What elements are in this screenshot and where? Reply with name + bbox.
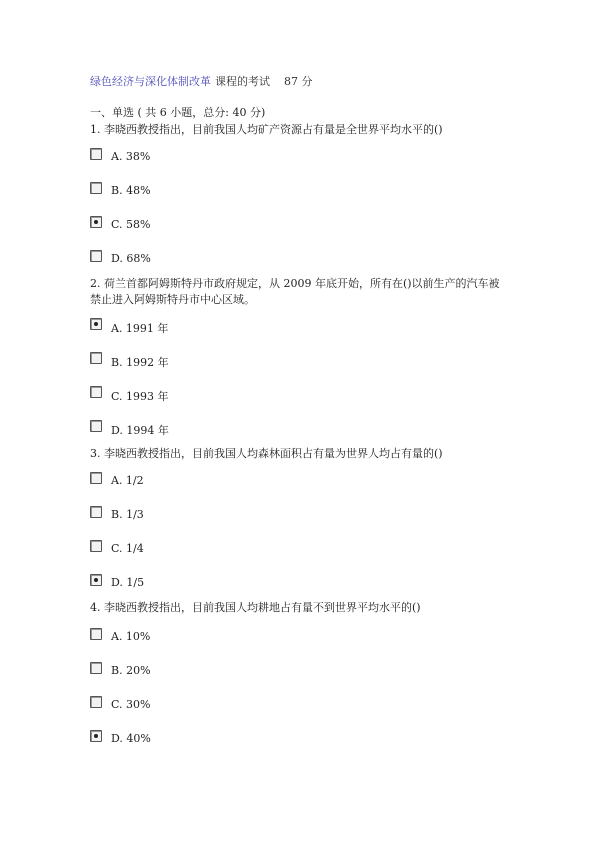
option-label: C. 30% [111, 698, 151, 711]
option-label: B. 20% [111, 664, 151, 677]
question-text: 3. 李晓西教授指出，目前我国人均森林面积占有量为世界人均占有量的() [90, 447, 443, 460]
question-text: 2. 荷兰首都阿姆斯特丹市政府规定，从 2009 年底开始，所有在()以前生产的汽车被禁止进入阿姆斯特丹市中心区域。 [90, 277, 500, 306]
radio-button[interactable] [90, 250, 102, 262]
section-title: 一、单选 ( 共 6 小题，总分: 40 分) [90, 106, 266, 119]
radio-button[interactable] [90, 662, 102, 674]
exam-header [90, 73, 313, 89]
radio-button[interactable] [90, 148, 102, 160]
radio-button[interactable] [90, 420, 102, 432]
course-title-link[interactable]: 绿色经济与深化体制改革 [90, 75, 211, 88]
radio-button[interactable] [90, 696, 102, 708]
question-text: 1. 李晓西教授指出，目前我国人均矿产资源占有量是全世界平均水平的() [90, 123, 443, 136]
option-label: D. 40% [111, 732, 151, 745]
radio-button[interactable] [90, 506, 102, 518]
option-label: C. 58% [111, 218, 151, 231]
option-label: A. 1991 年 [111, 322, 169, 335]
radio-button[interactable] [90, 318, 102, 330]
option-label: A. 10% [111, 630, 151, 643]
option-label: B. 1/3 [111, 508, 144, 521]
radio-button[interactable] [90, 472, 102, 484]
radio-button[interactable] [90, 574, 102, 586]
radio-button[interactable] [90, 352, 102, 364]
option-label: B. 1992 年 [111, 356, 169, 369]
option-label: D. 68% [111, 252, 151, 265]
exam-label: 课程的考试 [215, 75, 270, 88]
radio-button[interactable] [90, 628, 102, 640]
radio-button[interactable] [90, 386, 102, 398]
radio-button[interactable] [90, 730, 102, 742]
radio-button[interactable] [90, 182, 102, 194]
option-label: A. 38% [111, 150, 151, 163]
option-label: C. 1/4 [111, 542, 144, 555]
option-label: D. 1994 年 [111, 424, 169, 437]
radio-button[interactable] [90, 216, 102, 228]
option-label: B. 48% [111, 184, 151, 197]
option-label: A. 1/2 [111, 474, 144, 487]
option-label: C. 1993 年 [111, 390, 169, 403]
radio-button[interactable] [90, 540, 102, 552]
question-text: 4. 李晓西教授指出，目前我国人均耕地占有量不到世界平均水平的() [90, 601, 421, 614]
exam-score: 87 分 [284, 75, 313, 88]
option-label: D. 1/5 [111, 576, 145, 589]
